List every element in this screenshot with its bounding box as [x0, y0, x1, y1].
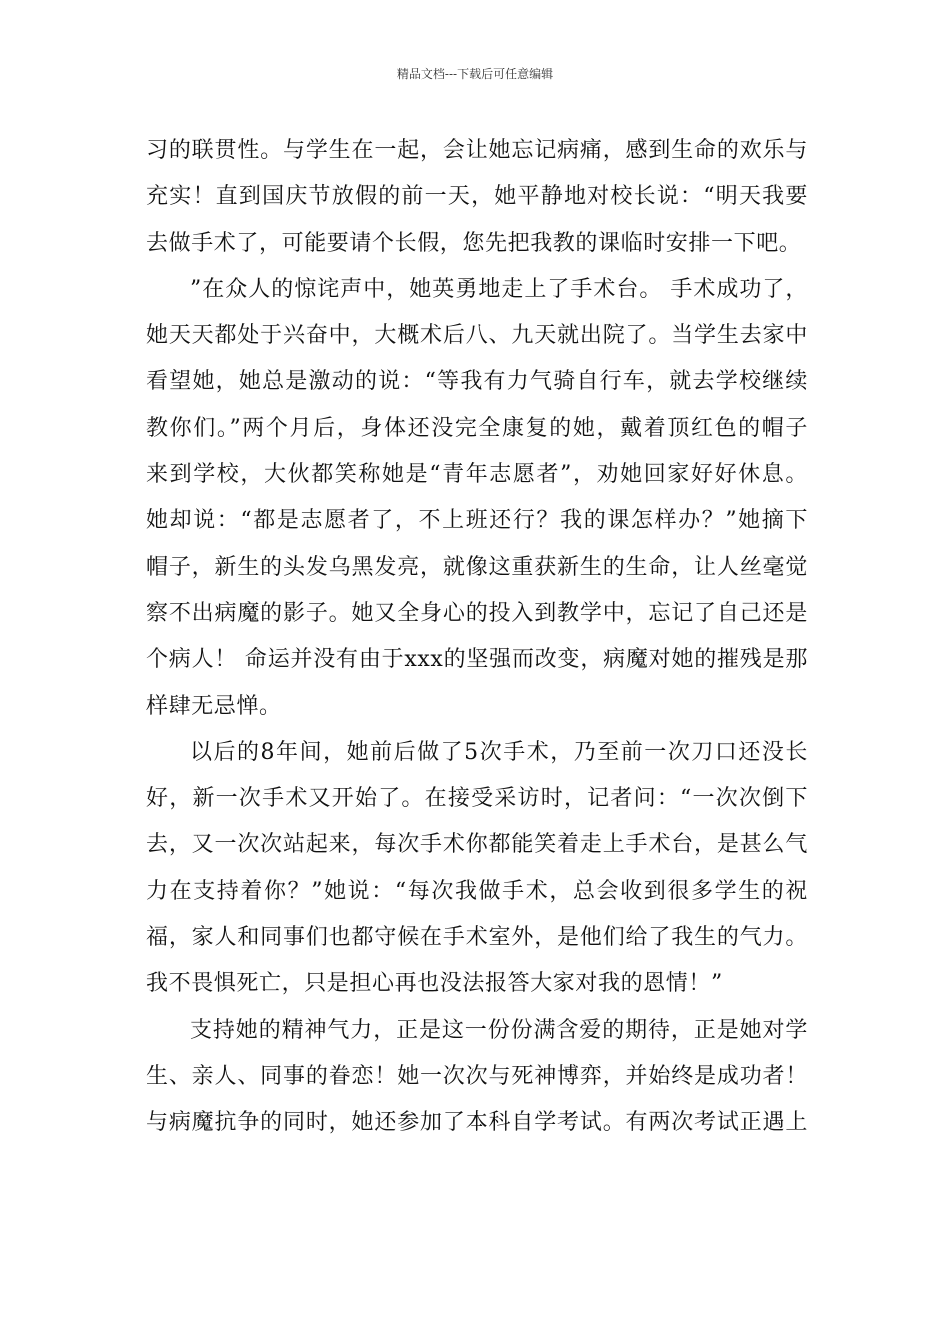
text-line: ”在众人的惊诧声中，她英勇地走上了手术台。 手术成功了， — [190, 276, 808, 302]
text-line: 去做手术了，可能要请个长假，您先把我教的课临时安排一下吧。 — [146, 230, 802, 256]
text-line: 与病魔抗争的同时，她还参加了本科自学考试。有两次考试正遇上 — [146, 1110, 808, 1136]
text-line: 去，又一次次站起来，每次手术你都能笑着走上手术台，是甚么气 — [146, 832, 808, 858]
text-line: 个病人！ 命运并没有由于xxx的坚强而改变，病魔对她的摧残是那 — [146, 647, 808, 673]
text-line: 教你们。”两个月后，身体还没完全康复的她，戴着顶红色的帽子 — [146, 415, 808, 441]
text-line: 来到学校，大伙都笑称她是“青年志愿者”，劝她回家好好休息。 — [146, 462, 808, 488]
text-line: 生、亲人、同事的眷恋！她一次次与死神博弈，并始终是成功者！ — [146, 1063, 808, 1089]
text-line: 看望她，她总是激动的说：“等我有力气骑自行车，就去学校继续 — [146, 369, 808, 395]
text-line: 她天天都处于兴奋中，大概术后八、九天就出院了。当学生去家中 — [146, 323, 808, 349]
text-line: 以后的8年间，她前后做了5次手术，乃至前一次刀口还没长 — [190, 739, 808, 765]
document-body — [146, 128, 808, 1147]
text-line: 福，家人和同事们也都守候在手术室外，是他们给了我生的气力。 — [146, 925, 808, 951]
text-line: 习的联贯性。与学生在一起，会让她忘记病痛，感到生命的欢乐与 — [146, 138, 808, 163]
text-line: 帽子，新生的头发乌黑发亮，就像这重获新生的生命，让人丝毫觉 — [146, 554, 808, 580]
text-line: 我不畏惧死亡，只是担心再也没法报答大家对我的恩情！” — [146, 971, 723, 997]
text-line: 她却说：“都是志愿者了，不上班还行？我的课怎样办？”她摘下 — [146, 508, 808, 534]
text-line: 支持她的精神气力，正是这一份份满含爱的期待，正是她对学 — [190, 1017, 808, 1043]
text-line: 好，新一次手术又开始了。在接受采访时，记者问：“一次次倒下 — [146, 786, 808, 812]
text-line: 察不出病魔的影子。她又全身心的投入到教学中，忘记了自己还是 — [146, 600, 808, 626]
text-line: 力在支持着你？”她说：“每次我做手术，总会收到很多学生的祝 — [146, 878, 808, 904]
page-header: 精品文档---下载后可任意编辑 — [396, 67, 554, 81]
text-line: 充实！直到国庆节放假的前一天，她平静地对校长说：“明天我要 — [146, 184, 808, 210]
text-line: 样肆无忌惮。 — [146, 693, 282, 719]
